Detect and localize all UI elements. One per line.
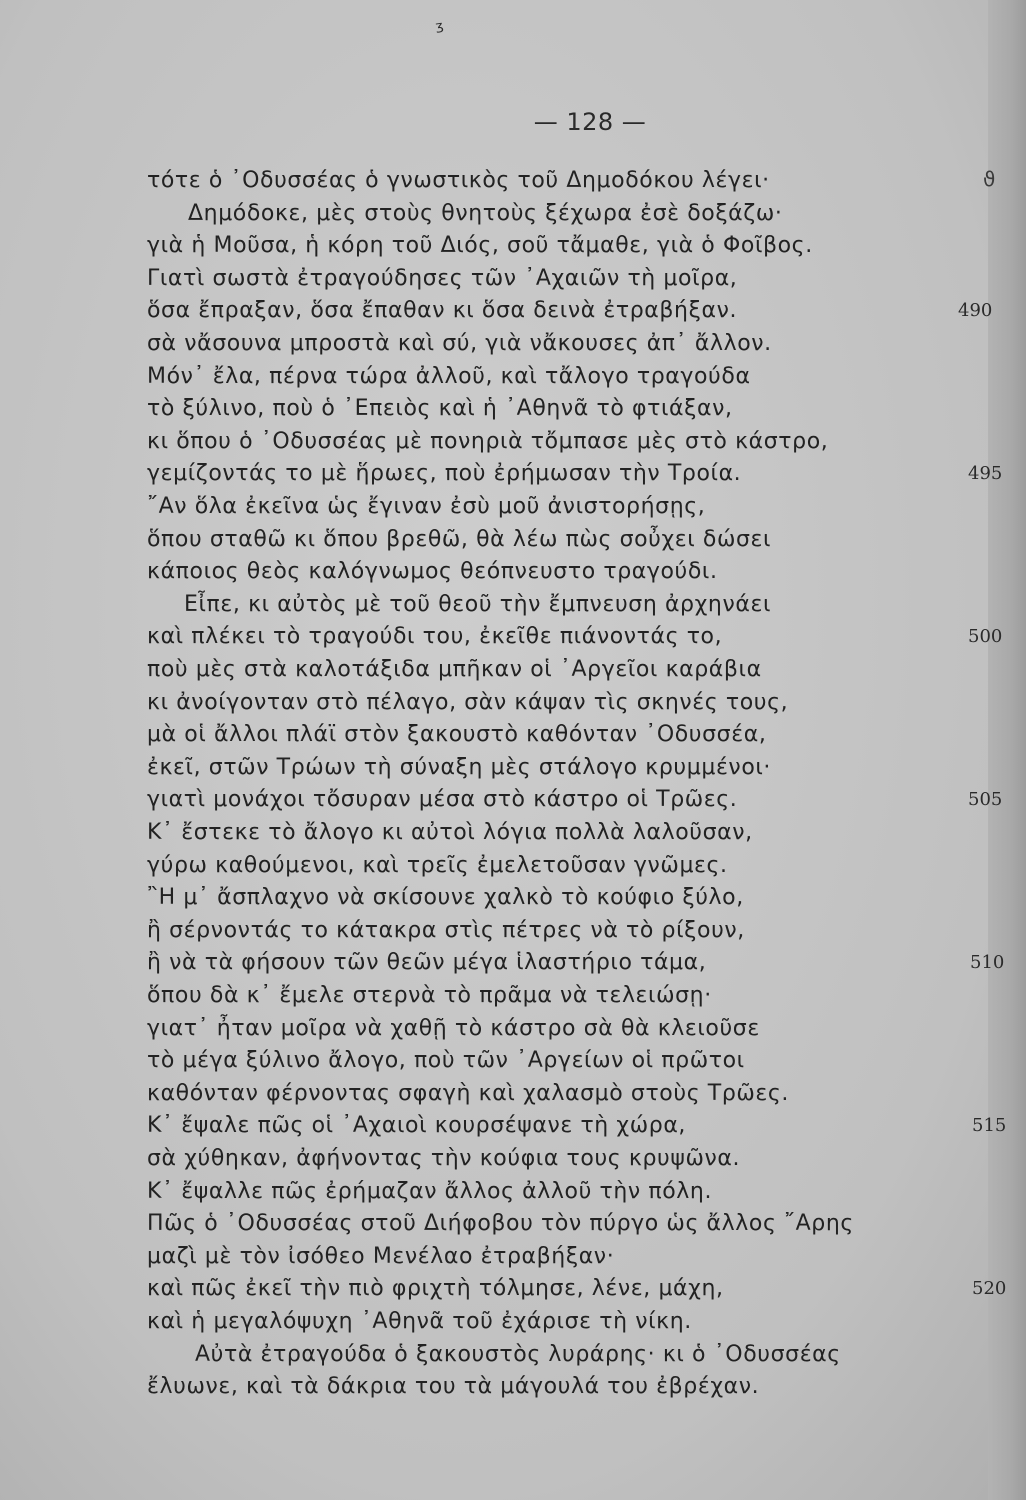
verse-line: ὅσα ἔπραξαν, ὅσα ἔπαθαν κι ὅσα δεινὰ ἐτραβήξαν. xyxy=(147,298,738,324)
verse-line: Εἶπε, κι αὐτὸς μὲ τοῦ θεοῦ τὴν ἔμπνευση ἀρχηνάει xyxy=(184,591,771,617)
verse-line: καὶ ἡ μεγαλόψυχη ᾿Αθηνᾶ τοῦ ἐχάρισε τὴ νίκη. xyxy=(147,1309,692,1334)
line-number: 495 xyxy=(968,463,1003,485)
verse-line: γύρω καθούμενοι, καὶ τρεῖς ἐμελετοῦσαν γνῶμες. xyxy=(147,852,728,878)
verse-line: σὰ νἄσουνα μπροστὰ καὶ σύ, γιὰ νἄκουσες ἀπ᾿ ἄλλον. xyxy=(147,331,772,356)
verse-line: κι ἀνοίγονταν στὸ πέλαγο, σὰν κάψαν τὶς σκηνές τους, xyxy=(147,689,789,715)
line-number: 490 xyxy=(958,300,993,322)
verse-line: Μόν᾿ ἔλα, πέρνα τώρα ἀλλοῦ, καὶ τἄλογο τραγούδα xyxy=(147,363,751,389)
verse-line: τὸ ξύλινο, ποὺ ὁ ᾿Επειὸς καὶ ἡ ᾿Αθηνᾶ τὸ φτιάξαν, xyxy=(147,396,733,422)
verse-line: κάποιος θεὸς καλόγνωμος θεόπνευστο τραγούδι. xyxy=(147,559,718,585)
verse-line: Αὐτὰ ἐτραγούδα ὁ ξακουστὸς λυράρης· κι ὁ ᾿Οδυσσέας xyxy=(195,1341,841,1367)
verse-line: κι ὅπου ὁ ᾿Οδυσσέας μὲ πονηριὰ τὄμπασε μὲς στὸ κάστρο, xyxy=(147,428,829,454)
verse-line: ποὺ μὲς στὰ καλοτάξιδα μπῆκαν οἱ ᾿Αργεῖοι καράβια xyxy=(147,657,762,682)
margin-mark: ϑ xyxy=(983,167,996,191)
verse-line: καὶ πῶς ἐκεῖ τὴν πιὸ φριχτὴ τόλμησε, λένε, μάχη, xyxy=(147,1276,724,1302)
verse-line: ῎Αν ὅλα ἐκεῖνα ὡς ἔγιναν ἐσὺ μοῦ ἀνιστορήσῃς, xyxy=(147,494,706,519)
verse-line: ἢ νὰ τὰ φήσουν τῶν θεῶν μέγα ἱλαστήριο τάμα, xyxy=(147,950,707,976)
line-number: 505 xyxy=(968,789,1003,811)
verse-line: γεμίζοντάς το μὲ ἥρωες, ποὺ ἐρήμωσαν τὴν Τροία. xyxy=(147,461,742,487)
verse-line: γιὰ ἡ Μοῦσα, ἡ κόρη τοῦ Διός, σοῦ τἄμαθε, γιὰ ὁ Φοῖβος. xyxy=(147,233,813,259)
verse-line: Κ᾿ ἔψαλε πῶς οἱ ᾿Αχαιοὶ κουρσέψανε τὴ χώρα, xyxy=(147,1113,687,1139)
line-number: 500 xyxy=(968,626,1003,648)
verse-line: Κ᾿ ἔστεκε τὸ ἄλογο κι αὐτοὶ λόγια πολλὰ λαλοῦσαν, xyxy=(147,820,753,845)
verse-line: γιατὶ μονάχοι τὄσυραν μέσα στὸ κάστρο οἱ Τρῶες. xyxy=(147,787,738,813)
verse-line: μὰ οἱ ἄλλοι πλάϊ στὸν ξακουστὸ καθόνταν ᾿Οδυσσέα, xyxy=(147,722,767,748)
verse-line: ῍Η μ᾿ ἄσπλαχνο νὰ σκίσουνε χαλκὸ τὸ κούφιο ξύλο, xyxy=(147,885,744,911)
verse-line: Κ᾿ ἔψαλλε πῶς ἐρήμαζαν ἄλλος ἀλλοῦ τὴν πόλη. xyxy=(147,1178,713,1204)
verse-line: σὰ χύθηκαν, ἀφήνοντας τὴν κούφια τους κρυψῶνα. xyxy=(147,1146,741,1171)
verse-line: Γιατὶ σωστὰ ἐτραγούδησες τῶν ᾿Αχαιῶν τὴ μοῖρα, xyxy=(147,265,738,291)
verse-line: ἢ σέρνοντάς το κάτακρα στὶς πέτρες νὰ τὸ ρίξουν, xyxy=(147,917,745,943)
verse-line: τὸ μέγα ξύλινο ἄλογο, ποὺ τῶν ᾿Αργείων οἱ πρῶτοι xyxy=(147,1048,745,1074)
line-number: 515 xyxy=(972,1115,1007,1137)
verse-line: ἔλυωνε, καὶ τὰ δάκρια του τὰ μάγουλά του ἐβρέχαν. xyxy=(147,1374,760,1400)
verse-line: Δημόδοκε, μὲς στοὺς θνητοὺς ξέχωρα ἐσὲ δοξάζω· xyxy=(188,200,783,226)
verse-line: γιατ᾿ ἦταν μοῖρα νὰ χαθῇ τὸ κάστρο σὰ θὰ κλειοῦσε xyxy=(147,1015,760,1041)
verse-line: Πῶς ὁ ᾿Οδυσσέας στοῦ Διήφοβου τὸν πύργο ὡς ἄλλος ῎Αρης xyxy=(147,1211,854,1237)
line-number: 510 xyxy=(970,952,1005,974)
verse-line: μαζὶ μὲ τὸν ἰσόθεο Μενέλαο ἐτραβήξαν· xyxy=(147,1243,615,1269)
verse-line: καὶ πλέκει τὸ τραγούδι του, ἐκεῖθε πιάνοντάς το, xyxy=(147,624,723,650)
verse-line: ὅπου σταθῶ κι ὅπου βρεθῶ, θὰ λέω πὼς σοὖχει δώσει xyxy=(147,526,772,552)
page-number: — 128 — xyxy=(533,108,647,136)
verse-line: ὅπου δὰ κ᾿ ἔμελε στερνὰ τὸ πρᾶμα νὰ τελειώσῃ· xyxy=(147,983,712,1008)
top-mark: ᶾ xyxy=(434,17,447,44)
verse-line: ἐκεῖ, στῶν Τρώων τὴ σύναξη μὲς στάλογο κρυμμένοι· xyxy=(147,754,772,780)
line-number: 520 xyxy=(972,1278,1007,1300)
verse-line: τότε ὁ ᾿Οδυσσέας ὁ γνωστικὸς τοῦ Δημοδόκου λέγει· xyxy=(147,168,770,193)
verse-line: καθόνταν φέρνοντας σφαγὴ καὶ χαλασμὸ στοὺς Τρῶες. xyxy=(147,1080,790,1106)
